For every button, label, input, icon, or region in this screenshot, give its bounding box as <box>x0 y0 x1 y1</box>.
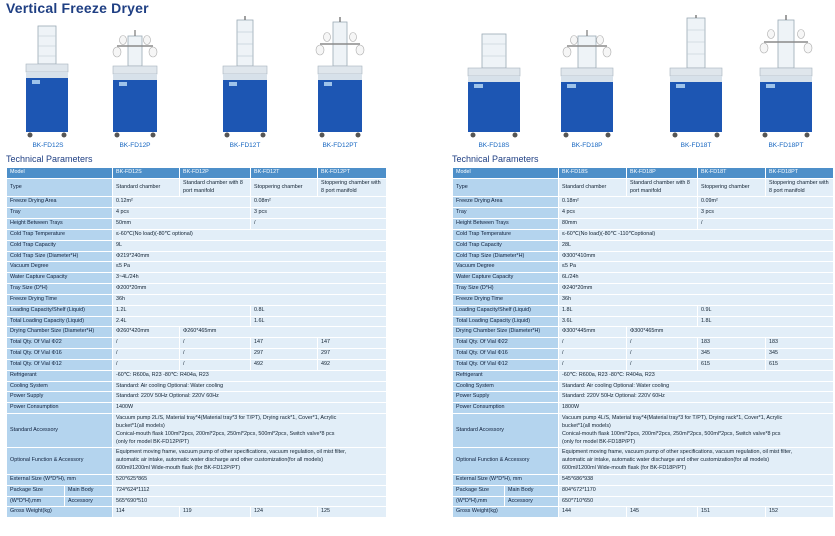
vial22-label: Total Qty. Of Vial Φ22 <box>7 338 113 349</box>
product-row-right <box>444 14 835 154</box>
type-cell: Standard chamber <box>559 178 627 197</box>
optional-label: Optional Function & Accessory <box>7 448 113 474</box>
cold-size-label: Cold Trap Size (Diameter*H) <box>453 251 559 262</box>
time-cell: 36h <box>559 294 834 305</box>
vial-cell: 345 <box>766 349 834 360</box>
product-bk-fd18t <box>656 14 736 154</box>
model-cell: BK-FD18T <box>698 168 766 179</box>
product-row-left <box>0 14 410 154</box>
area-cell: 0.08m² <box>251 197 387 208</box>
vial-cell: 147 <box>251 338 318 349</box>
load-shelf-cell: 0.8L <box>251 305 387 316</box>
vacuum-label: Vacuum Degree <box>453 262 559 273</box>
table-row <box>7 392 387 403</box>
height-label: Height Between Trays <box>453 219 559 230</box>
accessory-line: Vacuum pump 2L/S, Material tray*4(Material tray*3 for T/PT), Drying rack*1, Cover*1, Acrylic <box>116 415 337 422</box>
freeze-dryer-standard-icon <box>454 14 534 142</box>
load-total-cell: 1.6L <box>251 316 387 327</box>
external-cell: 545*686*938 <box>559 474 834 485</box>
tray-cell: 3 pcs <box>698 208 834 219</box>
tray-size-cell: Φ200*20mm <box>113 284 387 295</box>
table-row <box>453 403 834 414</box>
table-row <box>7 485 387 496</box>
vial12-label: Total Qty. Of Vial Φ12 <box>453 359 559 370</box>
chamber-label: Drying Chamber Size (Diameter*H) <box>7 327 113 338</box>
freeze-dryer-manifold-icon <box>547 14 627 142</box>
external-label: External Size (W*D*H), mm <box>453 474 559 485</box>
product-bk-fd18s <box>454 14 534 154</box>
table-row <box>7 168 387 179</box>
table-row <box>453 485 834 496</box>
table-row <box>453 229 834 240</box>
cooling-cell: Standard: Air cooling Optional: Water cooling <box>113 381 387 392</box>
vial16-label: Total Qty. Of Vial Φ16 <box>7 349 113 360</box>
area-cell: 0.18m² <box>559 197 698 208</box>
main-body-label: Main Body <box>65 485 113 496</box>
product-bk-fd18p <box>547 14 627 154</box>
table-row <box>7 305 387 316</box>
area-cell: 0.12m² <box>113 197 251 208</box>
main-body-label: Main Body <box>505 485 559 496</box>
package-sub-label: (W*D*H),mm <box>453 496 505 507</box>
accessory-cell <box>113 414 387 448</box>
accessory-pkg-label: Accessory <box>505 496 559 507</box>
table-row <box>7 284 387 295</box>
table-row <box>7 338 387 349</box>
accessory-line: (only for model BK-FD12P/PT) <box>116 438 190 445</box>
table-row <box>453 294 834 305</box>
load-total-cell: 1.8L <box>698 316 834 327</box>
load-total-label: Total Loading Capacity (Liquid) <box>7 316 113 327</box>
cold-temp-label: Cold Trap Temperature <box>453 229 559 240</box>
chamber-cell: Φ260*420mm <box>113 327 180 338</box>
table-row <box>7 197 387 208</box>
spec-table-right <box>452 167 834 518</box>
table-row <box>7 294 387 305</box>
cooling-label: Cooling System <box>7 381 113 392</box>
type-label: Type <box>7 178 113 197</box>
package-sub-label: (W*D*H),mm <box>7 496 65 507</box>
load-total-cell: 3.6L <box>559 316 698 327</box>
accessory-line: Conical-mouth flask 100ml*2pcs, 200ml*2pcs, 250ml*2pcs, 500ml*2pcs, Switch valve*8 pcs <box>116 430 335 437</box>
vial12-label: Total Qty. Of Vial Φ12 <box>7 359 113 370</box>
accessory-pkg-cell: 650*710*650 <box>559 496 834 507</box>
table-row <box>453 370 834 381</box>
table-row <box>7 496 387 507</box>
weight-cell: 151 <box>698 507 766 518</box>
accessory-pkg-label: Accessory <box>65 496 113 507</box>
spec-table-left <box>6 167 387 518</box>
height-cell: / <box>251 219 387 230</box>
refrigerant-label: Refrigerant <box>453 370 559 381</box>
product-model-caption: BK-FD12PT <box>322 142 358 149</box>
weight-cell: 124 <box>251 507 318 518</box>
weight-label: Gross Weight(kg) <box>7 507 113 518</box>
vial-cell: / <box>627 359 698 370</box>
table-row <box>453 273 834 284</box>
load-shelf-label: Loading Capacity/Shelf (Liquid) <box>453 305 559 316</box>
consumption-label: Power Consumption <box>7 403 113 414</box>
time-label: Freeze Drying Time <box>453 294 559 305</box>
table-row <box>453 316 834 327</box>
optional-cell <box>113 448 387 474</box>
product-model-caption: BK-FD18S <box>478 142 510 149</box>
optional-label: Optional Function & Accessory <box>453 448 559 474</box>
water-label: Water Capture Capacity <box>7 273 113 284</box>
type-cell: Stoppering chamber <box>251 178 318 197</box>
vial-cell: 345 <box>698 349 766 360</box>
chamber-cell: Φ300*445mm <box>559 327 627 338</box>
main-body-cell: 724*624*1112 <box>113 485 387 496</box>
type-cell: Standard chamber with 8 port manifold <box>627 178 698 197</box>
table-row <box>7 474 387 485</box>
optional-line: Equipment moving frame, vacuum pump of other specifications, vacuum regulation, oil mist filter, <box>562 449 793 456</box>
section-title-right: Technical Parameters <box>452 154 539 164</box>
package-label: Package Size <box>453 485 505 496</box>
tray-label: Tray <box>7 208 113 219</box>
table-row <box>7 359 387 370</box>
table-row <box>7 178 387 197</box>
table-row <box>453 496 834 507</box>
freeze-dryer-standard-icon <box>8 14 88 142</box>
vial-cell: / <box>113 359 180 370</box>
table-row <box>453 448 834 474</box>
vial-cell: / <box>113 338 180 349</box>
freeze-dryer-stoppering-manifold-icon <box>746 14 826 142</box>
height-cell: 50mm <box>113 219 251 230</box>
vial-cell: / <box>627 338 698 349</box>
vial-cell: / <box>180 338 251 349</box>
vial16-label: Total Qty. Of Vial Φ16 <box>453 349 559 360</box>
external-label: External Size (W*D*H), mm <box>7 474 113 485</box>
accessory-line: (only for model BK-FD18P/PT) <box>562 438 636 445</box>
refrigerant-label: Refrigerant <box>7 370 113 381</box>
area-label: Freeze Drying Area <box>7 197 113 208</box>
cold-temp-label: Cold Trap Temperature <box>7 229 113 240</box>
optional-line: Equipment moving frame, vacuum pump of other specifications, vacuum regulation, oil mist filter, <box>116 449 347 456</box>
table-row <box>7 219 387 230</box>
cold-temp-cell: ≤-60℃(No load)(-80℃ optional) <box>113 229 387 240</box>
tray-cell: 3 pcs <box>251 208 387 219</box>
area-cell: 0.09m² <box>698 197 834 208</box>
tray-label: Tray <box>453 208 559 219</box>
vial-cell: 615 <box>766 359 834 370</box>
height-label: Height Between Trays <box>7 219 113 230</box>
table-row <box>453 208 834 219</box>
product-bk-fd18pt <box>746 14 826 154</box>
tray-size-label: Tray Size (D*H) <box>7 284 113 295</box>
tray-size-label: Tray Size (D*H) <box>453 284 559 295</box>
cold-size-cell: Φ300*410mm <box>559 251 834 262</box>
vial-cell: / <box>627 349 698 360</box>
weight-cell: 152 <box>766 507 834 518</box>
page-title: Vertical Freeze Dryer <box>6 0 149 16</box>
accessory-cell <box>559 414 834 448</box>
model-label: Model <box>453 168 559 179</box>
weight-cell: 144 <box>559 507 627 518</box>
table-row <box>7 370 387 381</box>
table-row <box>453 219 834 230</box>
accessory-label: Standard Accessory <box>453 414 559 448</box>
vial-cell: 492 <box>251 359 318 370</box>
refrigerant-cell: -60℃: R600a, R23 -80℃: R404a, R23 <box>113 370 387 381</box>
load-total-cell: 2.4L <box>113 316 251 327</box>
freeze-dryer-stoppering-icon <box>656 14 736 142</box>
weight-label: Gross Weight(kg) <box>453 507 559 518</box>
vacuum-cell: ≤5 Pa <box>559 262 834 273</box>
table-row <box>7 262 387 273</box>
type-cell: Stoppering chamber with 8 port manifold <box>766 178 834 197</box>
vial-cell: / <box>113 349 180 360</box>
tray-cell: 4 pcs <box>559 208 698 219</box>
vacuum-cell: ≤5 Pa <box>113 262 387 273</box>
water-cell: 6L/24h <box>559 273 834 284</box>
optional-line: 600ml/1200ml Wide-mouth flask (for BK-FD12P/PT) <box>116 465 241 472</box>
accessory-line: bucket*1(all models) <box>562 422 611 429</box>
cold-size-cell: Φ219*240mm <box>113 251 387 262</box>
vial-cell: / <box>180 359 251 370</box>
type-cell: Stoppering chamber <box>698 178 766 197</box>
package-label: Package Size <box>7 485 65 496</box>
vacuum-label: Vacuum Degree <box>7 262 113 273</box>
height-cell: / <box>698 219 834 230</box>
load-shelf-cell: 1.2L <box>113 305 251 316</box>
table-row <box>453 197 834 208</box>
cooling-label: Cooling System <box>453 381 559 392</box>
power-cell: Standard: 220V 50Hz Optional: 220V 60Hz <box>559 392 834 403</box>
type-cell: Stoppering chamber with 8 port manifold <box>318 178 387 197</box>
table-row <box>7 349 387 360</box>
product-model-caption: BK-FD18T <box>680 142 712 149</box>
table-row <box>7 251 387 262</box>
table-row <box>453 327 834 338</box>
table-row <box>7 381 387 392</box>
optional-line: automatic air intake, automatic water discharge and other customization(for all models) <box>562 457 770 464</box>
power-cell: Standard: 220V 50Hz Optional: 220V 60Hz <box>113 392 387 403</box>
cold-cap-cell: 28L <box>559 240 834 251</box>
vial-cell: / <box>559 359 627 370</box>
table-row <box>7 414 387 448</box>
optional-line: 600ml/1200ml Wide-mouth flask (for BK-FD18P/PT) <box>562 465 687 472</box>
consumption-cell: 1800W <box>559 403 834 414</box>
product-bk-fd12s <box>8 14 88 154</box>
table-row <box>453 305 834 316</box>
cold-cap-label: Cold Trap Capacity <box>7 240 113 251</box>
table-row <box>453 349 834 360</box>
model-cell: BK-FD12P <box>180 168 251 179</box>
optional-line: automatic air intake, automatic water discharge and other customization(for all models) <box>116 457 324 464</box>
optional-cell <box>559 448 834 474</box>
cold-size-label: Cold Trap Size (Diameter*H) <box>7 251 113 262</box>
cooling-cell: Standard: Air cooling Optional: Water cooling <box>559 381 834 392</box>
vial-cell: 615 <box>698 359 766 370</box>
refrigerant-cell: -60℃: R600a, R23 -80℃: R404a, R23 <box>559 370 834 381</box>
table-row <box>453 168 834 179</box>
freeze-dryer-manifold-icon <box>95 14 175 142</box>
cold-cap-cell: 9L <box>113 240 387 251</box>
product-bk-fd12pt <box>300 14 380 154</box>
product-model-caption: BK-FD12S <box>32 142 64 149</box>
accessory-line: Vacuum pump 4L/S, Material tray*4(Material tray*3 for T/PT), Drying rack*1, Cover*1, Acrylic <box>562 415 783 422</box>
time-cell: 36h <box>113 294 387 305</box>
external-cell: 520*625*865 <box>113 474 387 485</box>
table-row <box>7 403 387 414</box>
table-row <box>453 284 834 295</box>
table-row <box>453 359 834 370</box>
chamber-cell: Φ300*465mm <box>627 327 834 338</box>
table-row <box>7 327 387 338</box>
accessory-line: Conical-mouth flask 100ml*2pcs, 200ml*2pcs, 250ml*2pcs, 500ml*2pcs, Switch valve*8 pcs <box>562 430 781 437</box>
table-row <box>7 229 387 240</box>
vial-cell: 147 <box>318 338 387 349</box>
table-row <box>453 381 834 392</box>
table-row <box>453 338 834 349</box>
weight-cell: 145 <box>627 507 698 518</box>
product-model-caption: BK-FD18PT <box>768 142 804 149</box>
table-row <box>453 251 834 262</box>
model-cell: BK-FD12T <box>251 168 318 179</box>
water-label: Water Capture Capacity <box>453 273 559 284</box>
model-label: Model <box>7 168 113 179</box>
product-bk-fd12p <box>95 14 175 154</box>
tray-cell: 4 pcs <box>113 208 251 219</box>
vial-cell: 492 <box>318 359 387 370</box>
cold-cap-label: Cold Trap Capacity <box>453 240 559 251</box>
model-cell: BK-FD12PT <box>318 168 387 179</box>
table-row <box>7 240 387 251</box>
tray-size-cell: Φ240*20mm <box>559 284 834 295</box>
model-cell: BK-FD18P <box>627 168 698 179</box>
vial-cell: 297 <box>318 349 387 360</box>
model-cell: BK-FD12S <box>113 168 180 179</box>
type-cell: Standard chamber <box>113 178 180 197</box>
product-model-caption: BK-FD18P <box>571 142 603 149</box>
load-total-label: Total Loading Capacity (Liquid) <box>453 316 559 327</box>
table-row <box>453 178 834 197</box>
product-model-caption: BK-FD12T <box>229 142 261 149</box>
model-cell: BK-FD18PT <box>766 168 834 179</box>
table-row <box>453 262 834 273</box>
vial-cell: / <box>559 349 627 360</box>
vial22-label: Total Qty. Of Vial Φ22 <box>453 338 559 349</box>
load-shelf-cell: 0.9L <box>698 305 834 316</box>
product-model-caption: BK-FD12P <box>119 142 151 149</box>
table-row <box>7 448 387 474</box>
table-row <box>453 414 834 448</box>
accessory-line: bucket*1(all models) <box>116 422 165 429</box>
consumption-label: Power Consumption <box>453 403 559 414</box>
load-shelf-label: Loading Capacity/Shelf (Liquid) <box>7 305 113 316</box>
cold-temp-cell: ≤-60℃(No load)(-80℃ -110℃optional) <box>559 229 834 240</box>
freeze-dryer-stoppering-manifold-icon <box>300 14 380 142</box>
area-label: Freeze Drying Area <box>453 197 559 208</box>
table-row <box>453 474 834 485</box>
vial-cell: 183 <box>698 338 766 349</box>
weight-cell: 119 <box>180 507 251 518</box>
vial-cell: 183 <box>766 338 834 349</box>
accessory-label: Standard Accessory <box>7 414 113 448</box>
table-row <box>453 240 834 251</box>
chamber-cell: Φ260*465mm <box>180 327 387 338</box>
chamber-label: Drying Chamber Size (Diameter*H) <box>453 327 559 338</box>
section-title-left: Technical Parameters <box>6 154 93 164</box>
water-cell: 3~4L/24h <box>113 273 387 284</box>
consumption-cell: 1400W <box>113 403 387 414</box>
vial-cell: / <box>559 338 627 349</box>
weight-cell: 114 <box>113 507 180 518</box>
power-label: Power Supply <box>7 392 113 403</box>
table-row <box>7 273 387 284</box>
model-cell: BK-FD18S <box>559 168 627 179</box>
weight-cell: 125 <box>318 507 387 518</box>
height-cell: 80mm <box>559 219 698 230</box>
table-row <box>7 208 387 219</box>
type-label: Type <box>453 178 559 197</box>
vial-cell: / <box>180 349 251 360</box>
load-shelf-cell: 1.8L <box>559 305 698 316</box>
table-row <box>7 316 387 327</box>
vial-cell: 297 <box>251 349 318 360</box>
product-bk-fd12t <box>205 14 285 154</box>
freeze-dryer-stoppering-icon <box>205 14 285 142</box>
type-cell: Standard chamber with 8 port manifold <box>180 178 251 197</box>
table-row <box>453 507 834 518</box>
main-body-cell: 804*672*1170 <box>559 485 834 496</box>
time-label: Freeze Drying Time <box>7 294 113 305</box>
table-row <box>453 392 834 403</box>
power-label: Power Supply <box>453 392 559 403</box>
table-row <box>7 507 387 518</box>
accessory-pkg-cell: 565*690*510 <box>113 496 387 507</box>
